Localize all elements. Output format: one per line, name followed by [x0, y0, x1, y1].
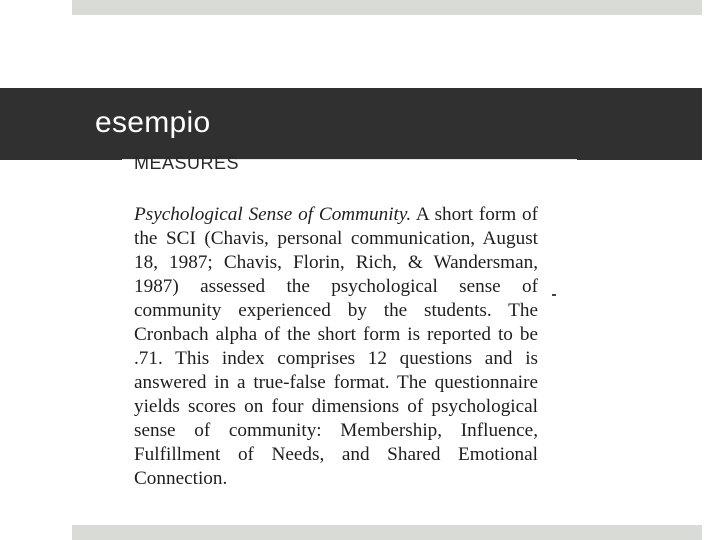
scan-artifact-mark [552, 294, 556, 296]
paragraph-body: A short form of the SCI (Chavis, personal communication, August 18, 1987; Chavis, Florin, Rich, & Wandersman, 1987) assessed the psychological sense of community experienced by the students. The Cronbach alpha of the short form is reported to be .71. This index comprises 12 questions and is answered in a true-false format. The questionnaire yields scores on four dimensions of psychological sense of community: Membership, Influence, Fulfillment of Needs, and Shared Emotional Connection. [134, 204, 538, 489]
bottom-decorative-strip [72, 525, 702, 540]
top-decorative-strip [72, 0, 702, 15]
slide-title: esempio [95, 106, 211, 139]
section-heading: MEASURES [134, 153, 240, 173]
paragraph-lead: Psychological Sense of Community. [134, 204, 412, 225]
excerpt-paragraph [134, 203, 538, 491]
